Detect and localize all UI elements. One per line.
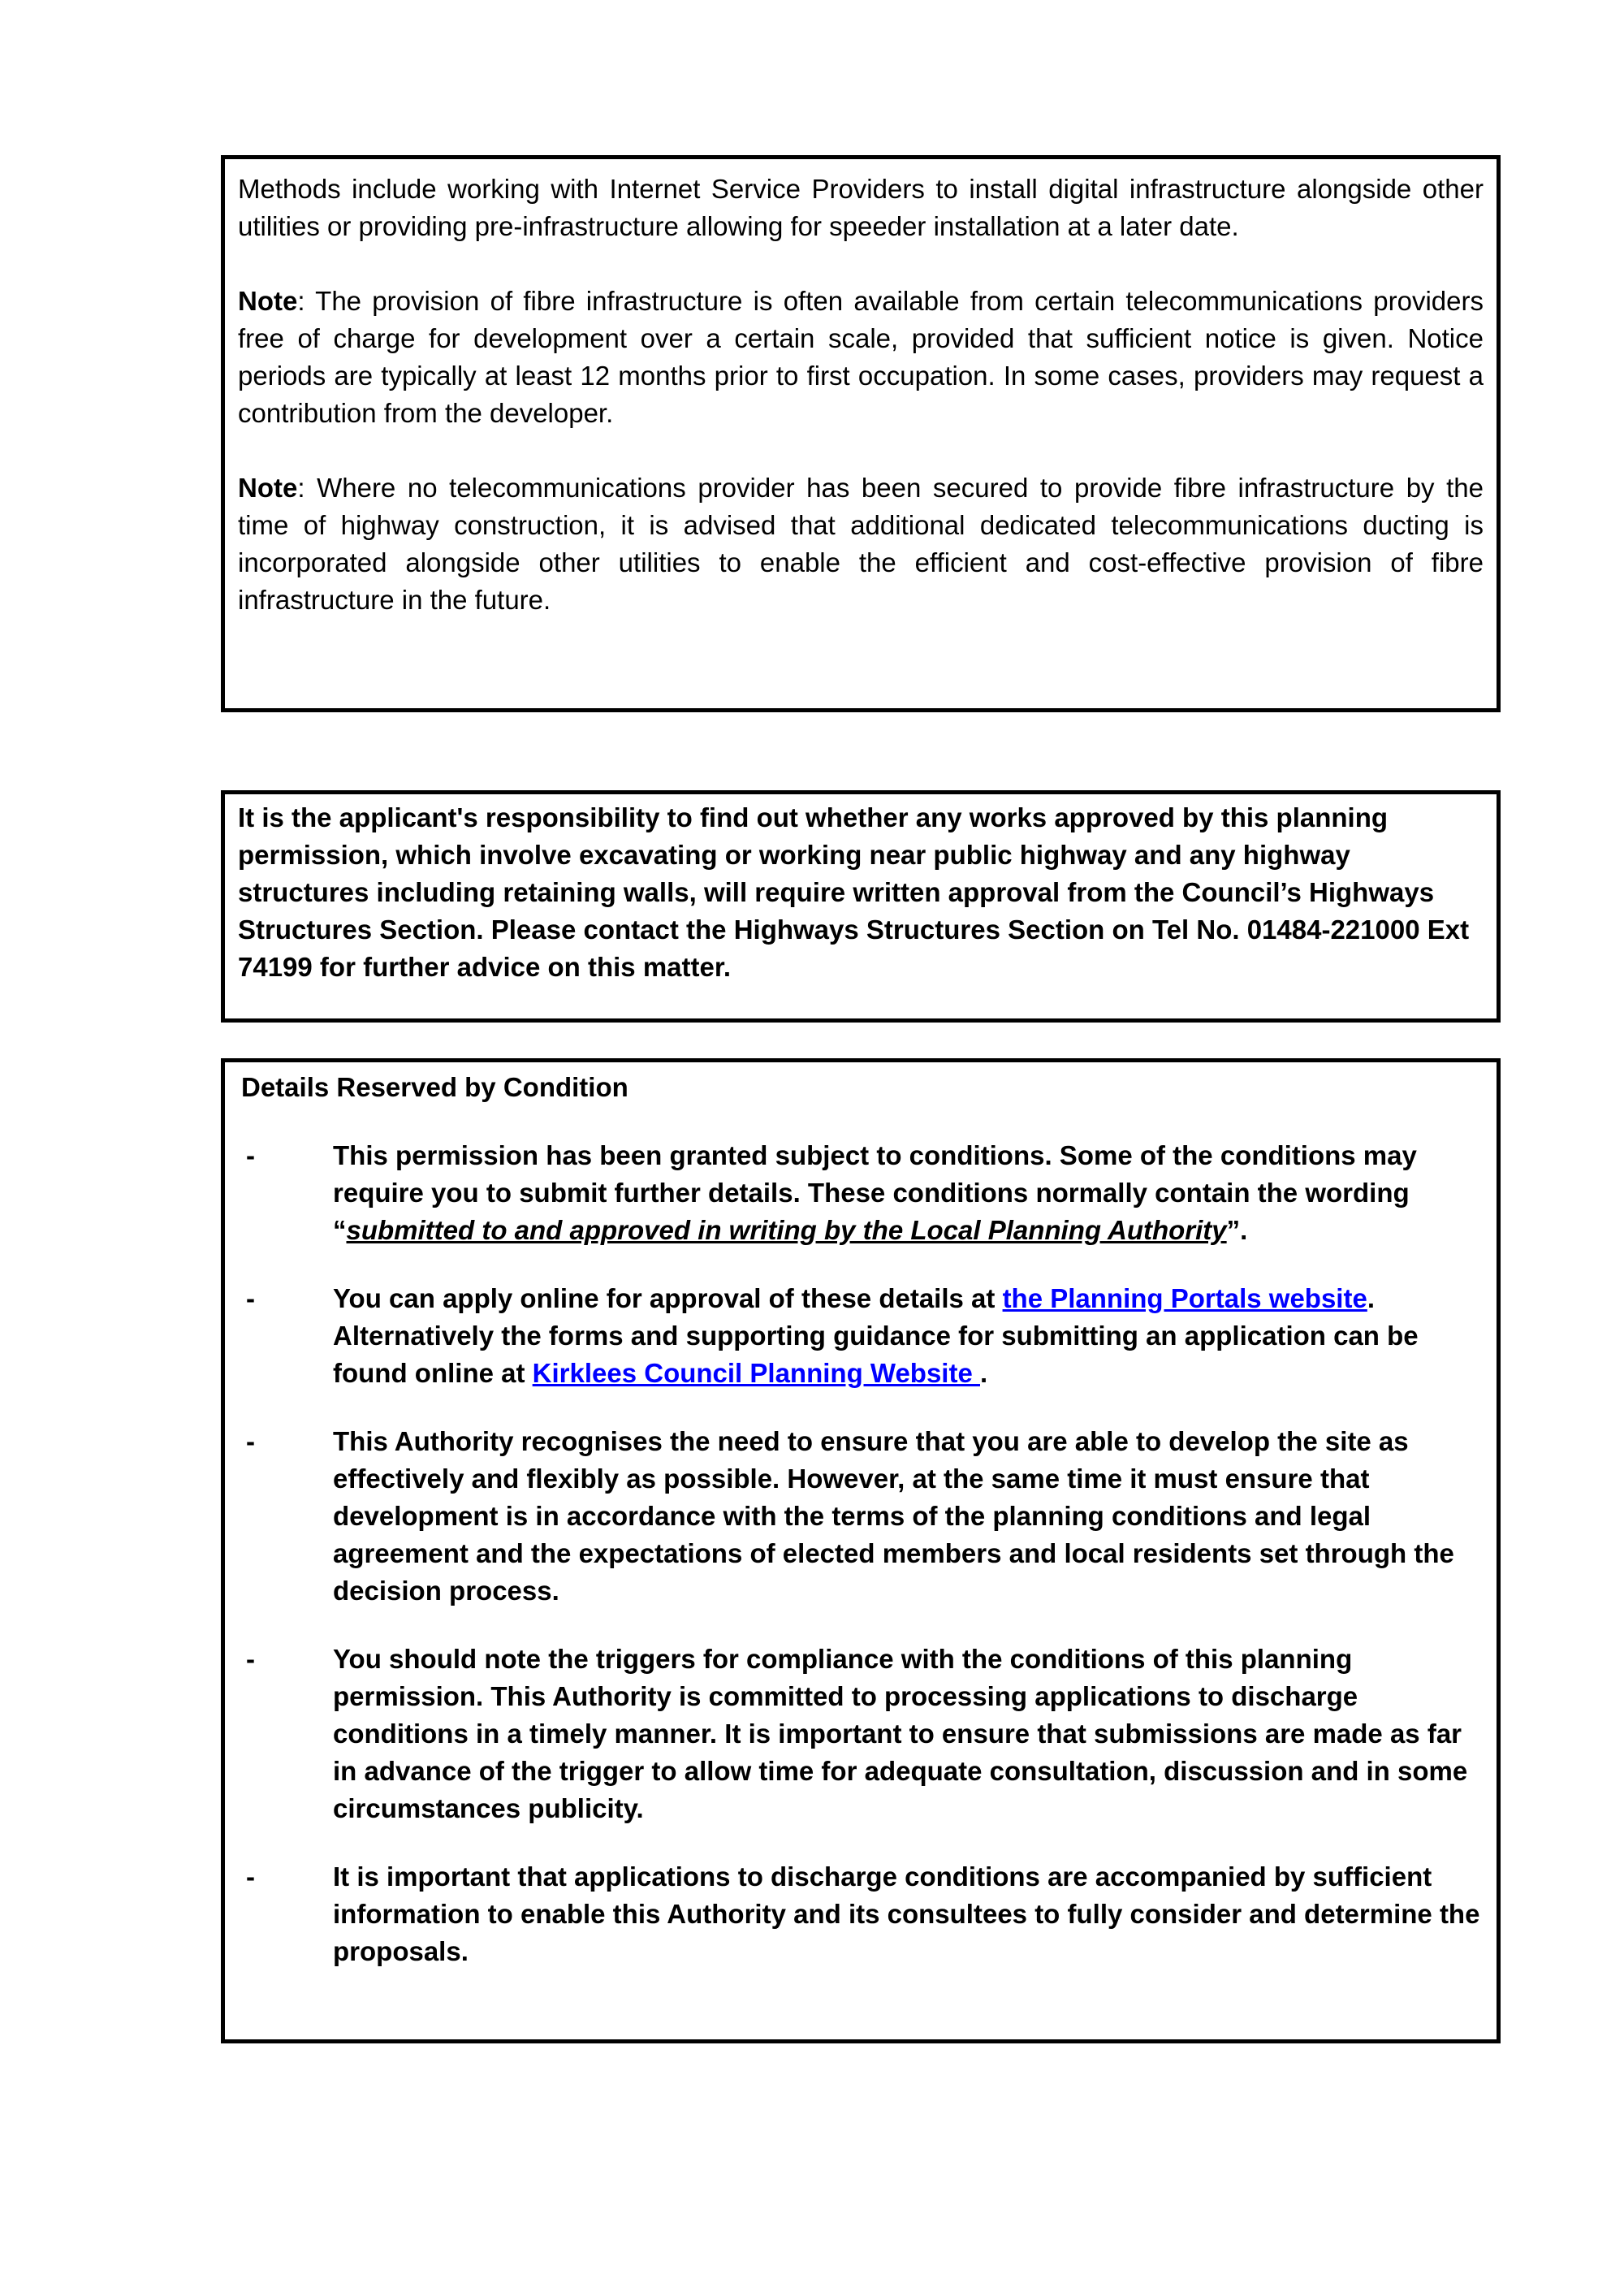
- list-item-text: It is important that applications to discharge conditions are accompanied by sufficient information to enable this Authority and its consultees to fully consider and determine the proposals.: [333, 1861, 1480, 1966]
- list-item-text: You should note the triggers for compliance with the conditions of this planning permission. This Authority is committed to processing applications to discharge conditions in a timely manner. It is important to ensure that submissions are made as far in advance of the trigger to allow time for adequate consultation, discussion and in some circumstances publicity.: [333, 1644, 1468, 1823]
- list-item-text: You can apply online for approval of these details at the Planning Portals website. Alternatively the forms and supporting guidance for submitting an application can be found online at Kirklees Council Planning Website .: [333, 1283, 1419, 1388]
- paragraph-note-fibre-provision: [238, 283, 1484, 432]
- details-reserved-by-condition-box: [221, 1058, 1501, 2043]
- list-item-text: This permission has been granted subject to conditions. Some of the conditions may require you to submit further details. These conditions normally contain the wording “submitted to and approved in writing by the Local Planning Authority”.: [333, 1140, 1417, 1245]
- paragraph-methods-text: Methods include working with Internet Service Providers to install digital infrastructure alongside other utilities or providing pre-infrastructure allowing for speeder installation at a later date.: [238, 174, 1484, 241]
- note-label: Note: [238, 473, 298, 503]
- note-ducting-text: : Where no telecommunications provider has been secured to provide fibre infrastructure by the time of highway construction, it is advised that additional dedicated telecommunications ducting is incorporated alongside other utilities to enable the efficient and cost-effective provision of fibre infrastructure in the future.: [238, 473, 1484, 615]
- dash-bullet-marker: -: [246, 1283, 255, 1313]
- note-fibre-provision-text: : The provision of fibre infrastructure is often available from certain telecommunications providers free of charge for development over a certain scale, provided that sufficient notice is given. Notice periods are typically at least 12 months prior to first occupation. In some cases, providers may request a contribution from the developer.: [238, 286, 1484, 428]
- fibre-infrastructure-notes-box: [221, 155, 1501, 712]
- list-item-compliance-triggers: [241, 1641, 1482, 1827]
- list-item-apply-online: [241, 1280, 1482, 1392]
- highways-structures-notice-box: [221, 790, 1501, 1023]
- section-title: Details Reserved by Condition: [241, 1072, 628, 1102]
- quoted-condition-wording: submitted to and approved in writing by the Local Planning Authority: [346, 1215, 1227, 1245]
- paragraph-methods: [238, 171, 1484, 245]
- planning-portal-link[interactable]: the Planning Portals website: [1002, 1283, 1367, 1313]
- kirklees-planning-website-link[interactable]: Kirklees Council Planning Website: [532, 1358, 980, 1388]
- list-item-text: This Authority recognises the need to ensure that you are able to develop the site as effectively and flexibly as possible. However, at the same time it must ensure that development is in accordance with the terms of the planning conditions and legal agreement and the expectations of elected members and local residents set through the decision process.: [333, 1426, 1454, 1606]
- list-item-sufficient-information: [241, 1858, 1482, 1970]
- dash-bullet-marker: -: [246, 1140, 255, 1170]
- note-label: Note: [238, 286, 298, 316]
- highways-structures-notice-text: It is the applicant's responsibility to find out whether any works approved by this planning permission, which involve excavating or working near public highway and any highway structures including retaining walls, will require written approval from the Council’s Highways Structures Section. Please contact the Highways Structures Section on Tel No. 01484-221000 Ext 74199 for further advice on this matter.: [238, 802, 1470, 982]
- paragraph-note-ducting: [238, 469, 1484, 619]
- dash-bullet-marker: -: [246, 1644, 255, 1674]
- dash-bullet-marker: -: [246, 1426, 255, 1456]
- dash-bullet-marker: -: [246, 1861, 255, 1892]
- list-item-conditions-wording: [241, 1137, 1482, 1249]
- list-item-authority-recognises: [241, 1423, 1482, 1610]
